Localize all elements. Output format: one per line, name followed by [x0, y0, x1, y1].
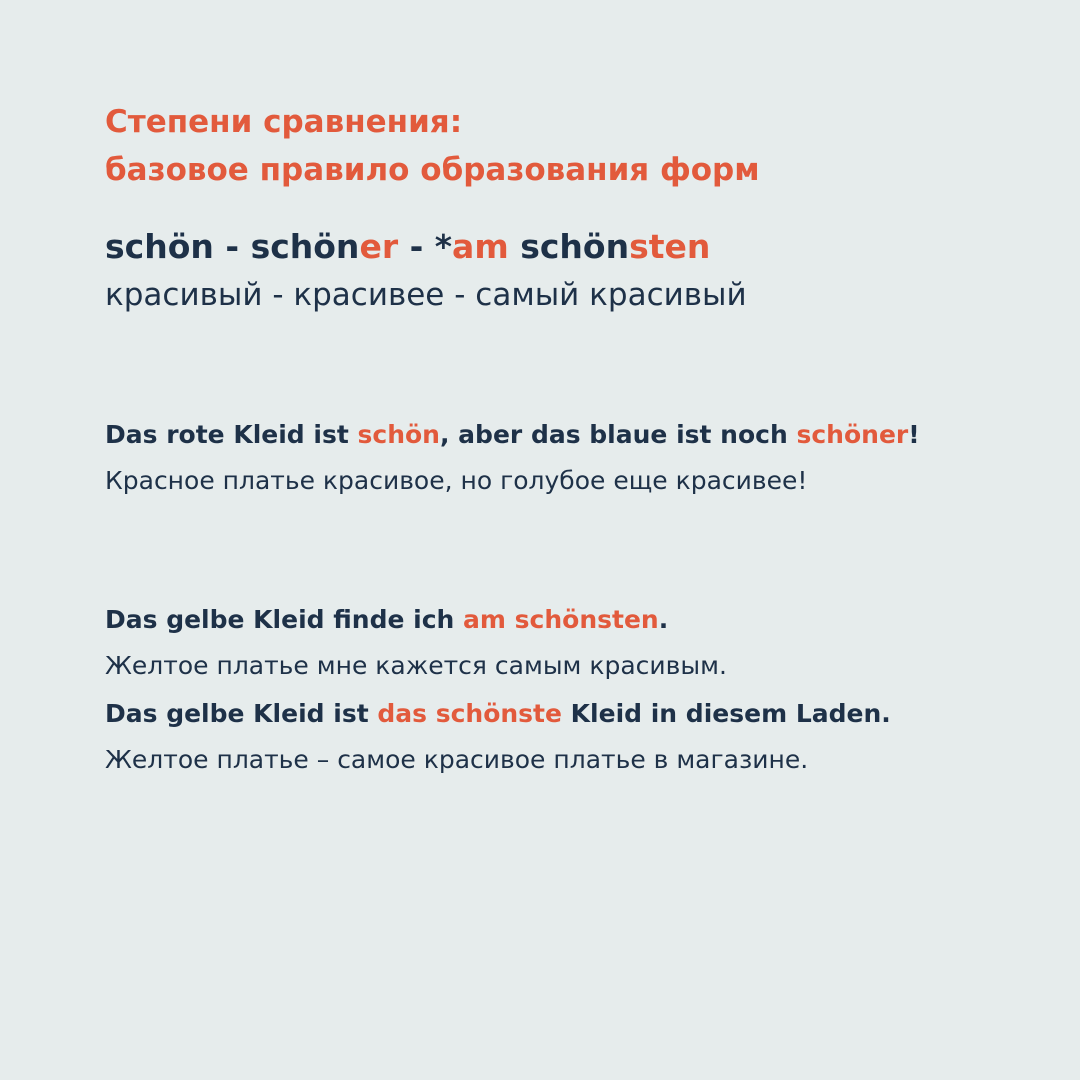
form-separator: -	[398, 227, 435, 266]
form-superlative-star: *	[434, 227, 453, 266]
example-1-highlight-2: schöner	[796, 420, 909, 449]
title-line-1: Степени сравнения:	[105, 104, 463, 140]
example-3-text: Das gelbe Kleid ist	[105, 699, 378, 728]
example-1-text: , aber das blaue ist noch	[439, 420, 797, 449]
example-3-translation: Желтое платье – самое красивое платье в магазине.	[105, 745, 809, 774]
forms-translation: красивый - красивее - самый красивый	[105, 277, 747, 313]
example-1-translation: Красное платье красивое, но голубое еще красивее!	[105, 466, 808, 495]
example-3-highlight: das schönste	[377, 699, 562, 728]
title-line-2: базовое правило образования форм	[105, 152, 760, 188]
form-positive: schön	[105, 227, 214, 266]
example-2-text: Das gelbe Kleid finde ich	[105, 605, 464, 634]
form-separator: -	[213, 227, 251, 266]
example-1-text: Das rote Kleid ist	[105, 420, 358, 449]
form-space	[509, 227, 521, 266]
example-1-german	[105, 413, 920, 457]
form-comparative-stem: schön	[250, 227, 360, 266]
example-3-german	[105, 692, 891, 736]
form-comparative-suffix: er	[359, 227, 399, 266]
comparison-forms	[105, 222, 710, 272]
page-title	[105, 98, 760, 194]
example-2-translation: Желтое платье мне кажется самым красивым.	[105, 651, 727, 680]
example-3-text: Kleid in diesem Laden.	[561, 699, 891, 728]
example-2-text: .	[658, 605, 669, 634]
example-2-highlight: am schönsten	[463, 605, 659, 634]
example-1-text: !	[908, 420, 920, 449]
example-2-german	[105, 598, 668, 642]
form-superlative-am: am	[452, 227, 509, 266]
example-1-highlight-1: schön	[357, 420, 440, 449]
form-superlative-suffix: sten	[629, 227, 711, 266]
form-superlative-stem: schön	[520, 227, 630, 266]
